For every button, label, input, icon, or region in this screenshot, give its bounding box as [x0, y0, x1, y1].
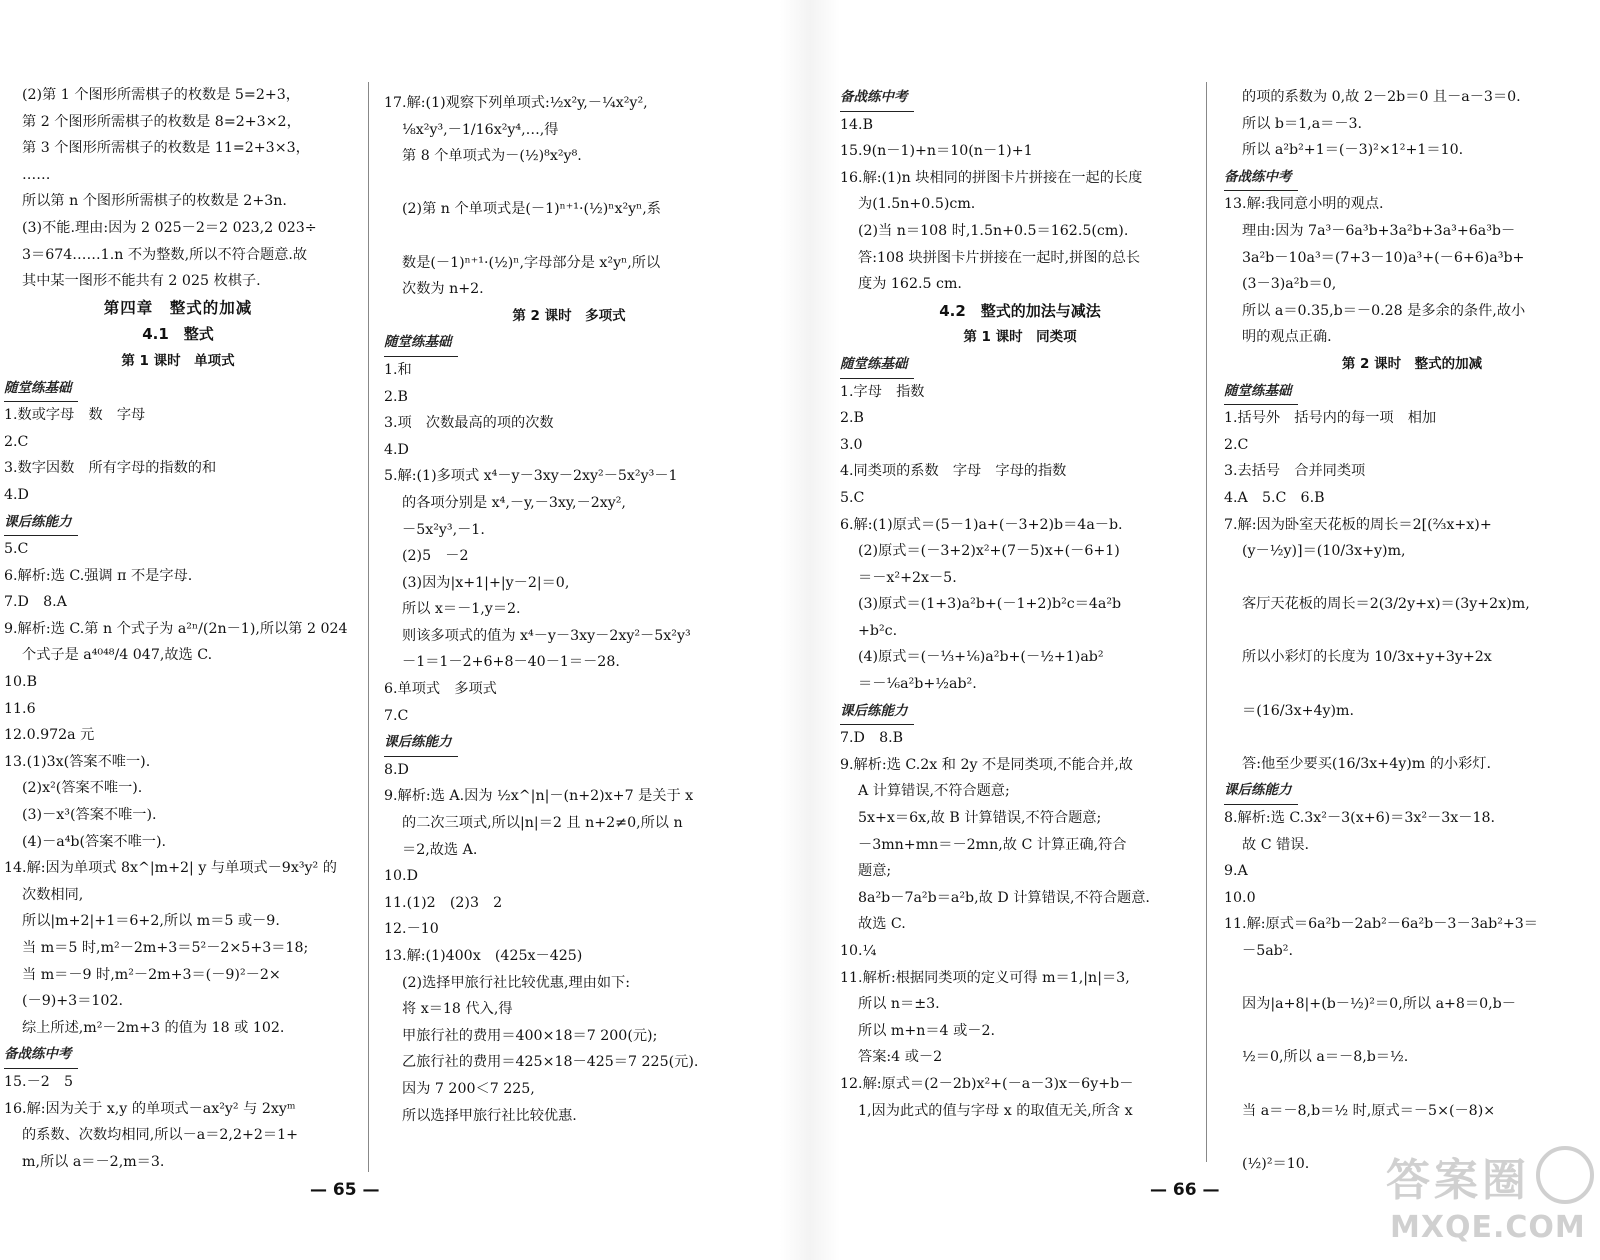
answer-line: (3)－x³(答案不唯一). [22, 807, 157, 824]
answer-line: 14.解:因为单项式 8x^|m+2| y 与单项式－9x³y² 的 [4, 860, 337, 877]
answer-line: 12.解:原式＝(2－2b)x²+(－a－3)x－6y+b－ [840, 1075, 1134, 1092]
answer-line: 9.解析:选 C.第 n 个式子为 a²ⁿ/(2n－1),所以第 2 024 [4, 620, 348, 637]
answer-column-1 [4, 82, 352, 1175]
answer-line [384, 170, 754, 197]
answer-line: (－9)+3＝102. [22, 993, 123, 1010]
page-gutter [780, 0, 840, 1260]
answer-column-2 [384, 90, 754, 1129]
answer-line: 4.A 5.C 6.B [1224, 489, 1325, 506]
answer-line: 故选 C. [858, 916, 906, 933]
section-heading [4, 1041, 352, 1069]
section-heading-label: 课后练能力 [4, 509, 78, 537]
answer-line: (2)选择甲旅行社比较优惠,理由如下: [402, 974, 631, 991]
answer-line: (3－3)a²b＝0, [1242, 276, 1337, 293]
chapter-title: 第四章 整式的加减 [103, 298, 253, 317]
answer-line: 所以小彩灯的长度为 10/3x+y+3y+2x [1242, 649, 1492, 666]
answer-line: 因为 7 200＜7 225, [402, 1080, 535, 1097]
answer-line [1224, 724, 1600, 751]
answer-line: －5ab². [1242, 943, 1293, 959]
answer-line [1224, 565, 1600, 592]
answer-line: 数是(－1)ⁿ⁺¹·(½)ⁿ,字母部分是 x²yⁿ,所以 [402, 254, 661, 271]
answer-line [1224, 1071, 1600, 1098]
answer-line: 第 2 个图形所需棋子的枚数是 8=2+3×2， [22, 113, 301, 130]
answer-line: 1.括号外 括号内的每一项 相加 [1224, 410, 1437, 427]
answer-line: (4)－a⁴b(答案不唯一). [22, 833, 167, 850]
section-heading [840, 84, 1200, 112]
answer-line: (½)²＝10. [1242, 1155, 1310, 1172]
answer-line [384, 223, 754, 250]
answer-line: 当 m＝－9 时,m²－2m+3＝(－9)²－2× [22, 966, 281, 983]
answer-line: 16.解:(1)n 块相同的拼图卡片拼接在一起的长度 [840, 169, 1143, 186]
answer-line: 2.B [840, 410, 864, 427]
answer-line: ＝(16/3x+4y)m. [1242, 702, 1355, 719]
section-heading-label: 课后练能力 [840, 698, 914, 726]
answer-line: 甲旅行社的费用＝400×18＝7 200(元); [402, 1027, 658, 1044]
answer-line: 所以 a²b²+1＝(－3)²×1²+1＝10. [1242, 142, 1464, 159]
answer-line: 13.解:(1)400x (425x－425) [384, 948, 583, 964]
lesson-title: 第 2 课时 多项式 [512, 307, 626, 324]
answer-line: 乙旅行社的费用＝425×18－425＝7 225(元). [402, 1054, 699, 1071]
answer-line: 3＝674……1.n 不为整数,所以不符合题意.故 [22, 246, 308, 263]
answer-line: 题意; [858, 863, 892, 880]
section-heading [840, 698, 1200, 726]
lesson-title: 第 1 课时 单项式 [121, 352, 235, 369]
section-heading [840, 351, 1200, 379]
watermark-site: MXQE.COM [1390, 1210, 1586, 1245]
answer-line: 17.解:(1)观察下列单项式:½x²y,－¼x²y², [384, 95, 648, 111]
answer-line: +b²c. [858, 622, 898, 639]
answer-line: －1＝1－2+6+8－40－1＝－28. [402, 654, 620, 671]
answer-line: 12.0.972a 元 [4, 727, 95, 744]
answer-line: …… [22, 166, 51, 183]
answer-line: 11.解:原式＝6a²b－2ab²－6a²b－3－3ab²+3＝ [1224, 916, 1538, 933]
answer-line: (2)5 －2 [402, 548, 469, 565]
column-divider-left [368, 82, 369, 1172]
answer-line: 2.B [384, 388, 408, 405]
section-heading-label: 随堂练基础 [840, 351, 914, 379]
section-heading [1224, 777, 1600, 805]
answer-line: 10.B [4, 674, 37, 691]
answer-line: (y－½y)]＝(10/3x+y)m, [1242, 543, 1406, 560]
answer-line: 5.解:(1)多项式 x⁴－y－3xy－2xy²－5x²y³－1 [384, 468, 678, 485]
section-heading-label: 备战练中考 [4, 1041, 78, 1069]
answer-line: －3mn+mn＝－2mn,故 C 计算正确,符合 [858, 836, 1127, 853]
answer-line: 10.¼ [840, 943, 877, 959]
answer-line: 16.解:因为关于 x,y 的单项式－ax²y² 与 2xyᵐ [4, 1100, 296, 1117]
answer-line: 所以 m+n＝4 或－2. [858, 1022, 995, 1039]
answer-line: 所以 x＝－1,y＝2. [402, 601, 521, 618]
answer-line: 4.同类项的系数 字母 字母的指数 [840, 463, 1067, 480]
answer-line: 13.解:我同意小明的观点. [1224, 196, 1384, 213]
answer-line: 因为|a+8|+(b－½)²＝0,所以 a+8＝0,b－ [1242, 996, 1516, 1013]
answer-line: (2)第 n 个单项式是(－1)ⁿ⁺¹·(½)ⁿx²yⁿ,系 [402, 201, 661, 218]
answer-line: 次数为 n+2. [402, 281, 484, 298]
answer-line: 理由:因为 7a³－6a³b+3a²b+3a³+6a³b－ [1242, 222, 1516, 239]
answer-line: 14.B [840, 116, 873, 133]
answer-line: 当 a＝－8,b＝½ 时,原式＝－5×(－8)× [1242, 1102, 1496, 1119]
answer-line: 度为 162.5 cm. [858, 276, 962, 293]
answer-line: 7.D 8.A [4, 594, 67, 611]
answer-line: (2)原式＝(－3+2)x²+(7－5)x+(－6+1) [858, 543, 1120, 560]
answer-line: 6.解:(1)原式＝(5－1)a+(－3+2)b＝4a－b. [840, 516, 1123, 533]
answer-line: 10.0 [1224, 889, 1256, 906]
answer-line: 的二次三项式,所以|n|＝2 且 n+2≠0,所以 n [402, 815, 683, 832]
answer-column-3 [840, 84, 1200, 1124]
answer-line: 次数相同, [22, 886, 84, 903]
answer-line: 4.D [4, 486, 29, 503]
watermark [1386, 1144, 1596, 1254]
answer-line: 4.D [384, 441, 409, 458]
answer-line: 15.－2 5 [4, 1073, 73, 1090]
section-heading-label: 备战练中考 [840, 84, 914, 112]
answer-line: 所以 a＝0.35,b＝－0.28 是多余的条件,故小 [1242, 302, 1526, 319]
answer-line: 的项的系数为 0,故 2－2b＝0 且－a－3＝0. [1242, 89, 1521, 105]
answer-line: 所以|m+2|+1＝6+2,所以 m＝5 或－9. [22, 913, 280, 930]
answer-line: 10.D [384, 868, 418, 885]
answer-line: ½＝0,所以 a＝－8,b＝½. [1242, 1049, 1409, 1066]
answer-line: 5.C [840, 489, 865, 506]
answer-line: 6.解析:选 C.强调 π 不是字母. [4, 567, 193, 584]
answer-line: (2)x²(答案不唯一). [22, 780, 143, 797]
answer-line: 第 8 个单项式为－(½)⁸x²y⁸. [402, 148, 582, 165]
section-heading [384, 329, 754, 357]
answer-line: 13.(1)3x(答案不唯一). [4, 753, 151, 770]
answer-line: 11.(1)2 (2)3 2 [384, 894, 503, 911]
answer-line: 的各项分别是 x⁴,－y,－3xy,－2xy², [402, 494, 626, 511]
answer-line: 所以第 n 个图形所需棋子的枚数是 2+3n. [22, 193, 287, 210]
answer-line: 9.解析:选 C.2x 和 2y 不是同类项,不能合并,故 [840, 756, 1133, 773]
answer-line: A 计算错误,不符合题意; [858, 783, 1010, 800]
answer-line: (2)当 n＝108 时,1.5n+0.5＝162.5(cm). [858, 222, 1129, 239]
answer-line: 将 x＝18 代入,得 [402, 1001, 513, 1018]
answer-line: 为(1.5n+0.5)cm. [858, 196, 976, 213]
answer-line: 客厅天花板的周长＝2(3/2y+x)＝(3y+2x)m, [1242, 596, 1530, 613]
answer-line: 8a²b－7a²b＝a²b,故 D 计算错误,不符合题意. [858, 889, 1150, 906]
answer-line: 8.解析:选 C.3x²－3(x+6)＝3x²－3x－18. [1224, 810, 1496, 827]
answer-line: m,所以 a＝－2,m＝3. [22, 1153, 165, 1170]
answer-line: 5.C [4, 541, 29, 558]
section-heading [1224, 164, 1600, 192]
lesson-title: 第 1 课时 同类项 [963, 329, 1077, 346]
section-heading-label: 备战练中考 [1224, 164, 1298, 192]
section-heading-label: 课后练能力 [1224, 777, 1298, 805]
answer-line: 第 3 个图形所需棋子的枚数是 11=2+3×3， [22, 140, 310, 157]
answer-line [1224, 1018, 1600, 1045]
answer-line: ＝－x²+2x－5. [858, 569, 957, 586]
answer-line: 2.C [1224, 436, 1249, 453]
answer-line: 5x+x＝6x,故 B 计算错误,不符合题意; [858, 810, 1102, 827]
answer-line: －5x²y³,－1. [402, 521, 485, 538]
answer-line: 1.数或字母 数 字母 [4, 407, 146, 424]
answer-line: (2)第 1 个图形所需棋子的枚数是 5=2+3， [22, 87, 300, 103]
section-heading [4, 509, 352, 537]
answer-line: 9.解析:选 A.因为 ½x^|n|－(n+2)x+7 是关于 x [384, 788, 694, 805]
page-number-right: — 66 — [1150, 1180, 1220, 1200]
answer-line: 11.解析:根据同类项的定义可得 m＝1,|n|＝3, [840, 969, 1130, 986]
answer-line: 当 m＝5 时,m²－2m+3＝5²－2×5+3＝18; [22, 940, 309, 956]
answer-line: ＝－⅙a²b+½ab². [858, 676, 977, 693]
answer-line: 答:108 块拼图卡片拼接在一起时,拼图的总长 [858, 249, 1141, 266]
answer-line: 答:他至少要买(16/3x+4y)m 的小彩灯. [1242, 755, 1491, 772]
answer-line: 则该多项式的值为 x⁴－y－3xy－2xy²－5x²y³ [402, 627, 691, 644]
answer-line: 7.C [384, 707, 409, 724]
answer-line: 个式子是 a⁴⁰⁴⁸/4 047,故选 C. [22, 647, 213, 664]
answer-line: 3.0 [840, 436, 863, 453]
column-divider-right [1206, 82, 1207, 1162]
answer-line: 故 C 错误. [1242, 836, 1309, 853]
answer-line: 所以 n＝±3. [858, 996, 940, 1013]
lesson-title: 第 2 课时 整式的加减 [1341, 355, 1483, 372]
answer-line: 11.6 [4, 700, 36, 717]
answer-line: 3.去括号 合并同类项 [1224, 463, 1366, 480]
answer-line: 6.单项式 多项式 [384, 681, 497, 698]
answer-line: (3)因为|x+1|+|y－2|＝0, [402, 574, 570, 591]
answer-line: 的系数、次数均相同,所以－a＝2,2+2＝1+ [22, 1127, 298, 1144]
answer-line: (4)原式＝(－⅓+⅙)a²b+(－½+1)ab² [858, 649, 1104, 666]
answer-line [1224, 965, 1600, 992]
answer-line: ⅛x²y³,－1/16x²y⁴,…,得 [402, 121, 559, 138]
section-title: 4.2 整式的加法与减法 [939, 301, 1101, 320]
section-title: 4.1 整式 [142, 325, 214, 344]
section-heading-label: 随堂练基础 [384, 329, 458, 357]
answer-line: ＝2,故选 A. [402, 841, 478, 858]
section-heading [384, 729, 754, 757]
answer-line: 7.解:因为卧室天花板的周长＝2[(⅔x+x)+ [1224, 516, 1492, 533]
answer-line: 7.D 8.B [840, 730, 904, 747]
answer-line: 所以 b＝1,a＝－3. [1242, 115, 1363, 132]
answer-line: 3.数字因数 所有字母的指数的和 [4, 460, 217, 477]
answer-line: 其中某一图形不能共有 2 025 枚棋子. [22, 273, 261, 290]
answer-line: 2.C [4, 433, 29, 450]
answer-line: 3a²b－10a³＝(7+3－10)a³+(－6+6)a³b+ [1242, 249, 1525, 266]
answer-line: 8.D [384, 761, 409, 778]
answer-line: 1,因为此式的值与字母 x 的取值无关,所含 x [858, 1102, 1133, 1119]
answer-line: 明的观点正确. [1242, 329, 1332, 346]
answer-line: 综上所述,m²－2m+3 的值为 18 或 102. [22, 1019, 285, 1036]
answer-line: 所以选择甲旅行社比较优惠. [402, 1107, 577, 1124]
answer-line: (3)原式＝(1+3)a²b+(－1+2)b²c＝4a²b [858, 596, 1122, 613]
answer-line: (3)不能.理由:因为 2 025－2＝2 023,2 023÷ [22, 219, 317, 236]
answer-line: 9.A [1224, 863, 1248, 880]
answer-line [1224, 671, 1600, 698]
page-number-left: — 65 — [310, 1180, 380, 1200]
section-heading [1224, 378, 1600, 406]
answer-line: 15.9(n－1)+n＝10(n－1)+1 [840, 143, 1033, 160]
answer-line: 12.－10 [384, 921, 439, 938]
answer-line: 3.项 次数最高的项的次数 [384, 415, 554, 432]
answer-line: 1.和 [384, 361, 412, 378]
answer-column-4 [1224, 84, 1600, 1177]
answer-line: 答案:4 或－2 [858, 1049, 943, 1066]
section-heading-label: 课后练能力 [384, 729, 458, 757]
section-heading [4, 375, 352, 403]
section-heading-label: 随堂练基础 [1224, 378, 1298, 406]
section-heading-label: 随堂练基础 [4, 375, 78, 403]
watermark-circle-icon [1536, 1146, 1594, 1204]
watermark-logo: 答案圈 [1386, 1155, 1530, 1206]
answer-line: 1.字母 指数 [840, 383, 925, 400]
answer-line [1224, 618, 1600, 645]
